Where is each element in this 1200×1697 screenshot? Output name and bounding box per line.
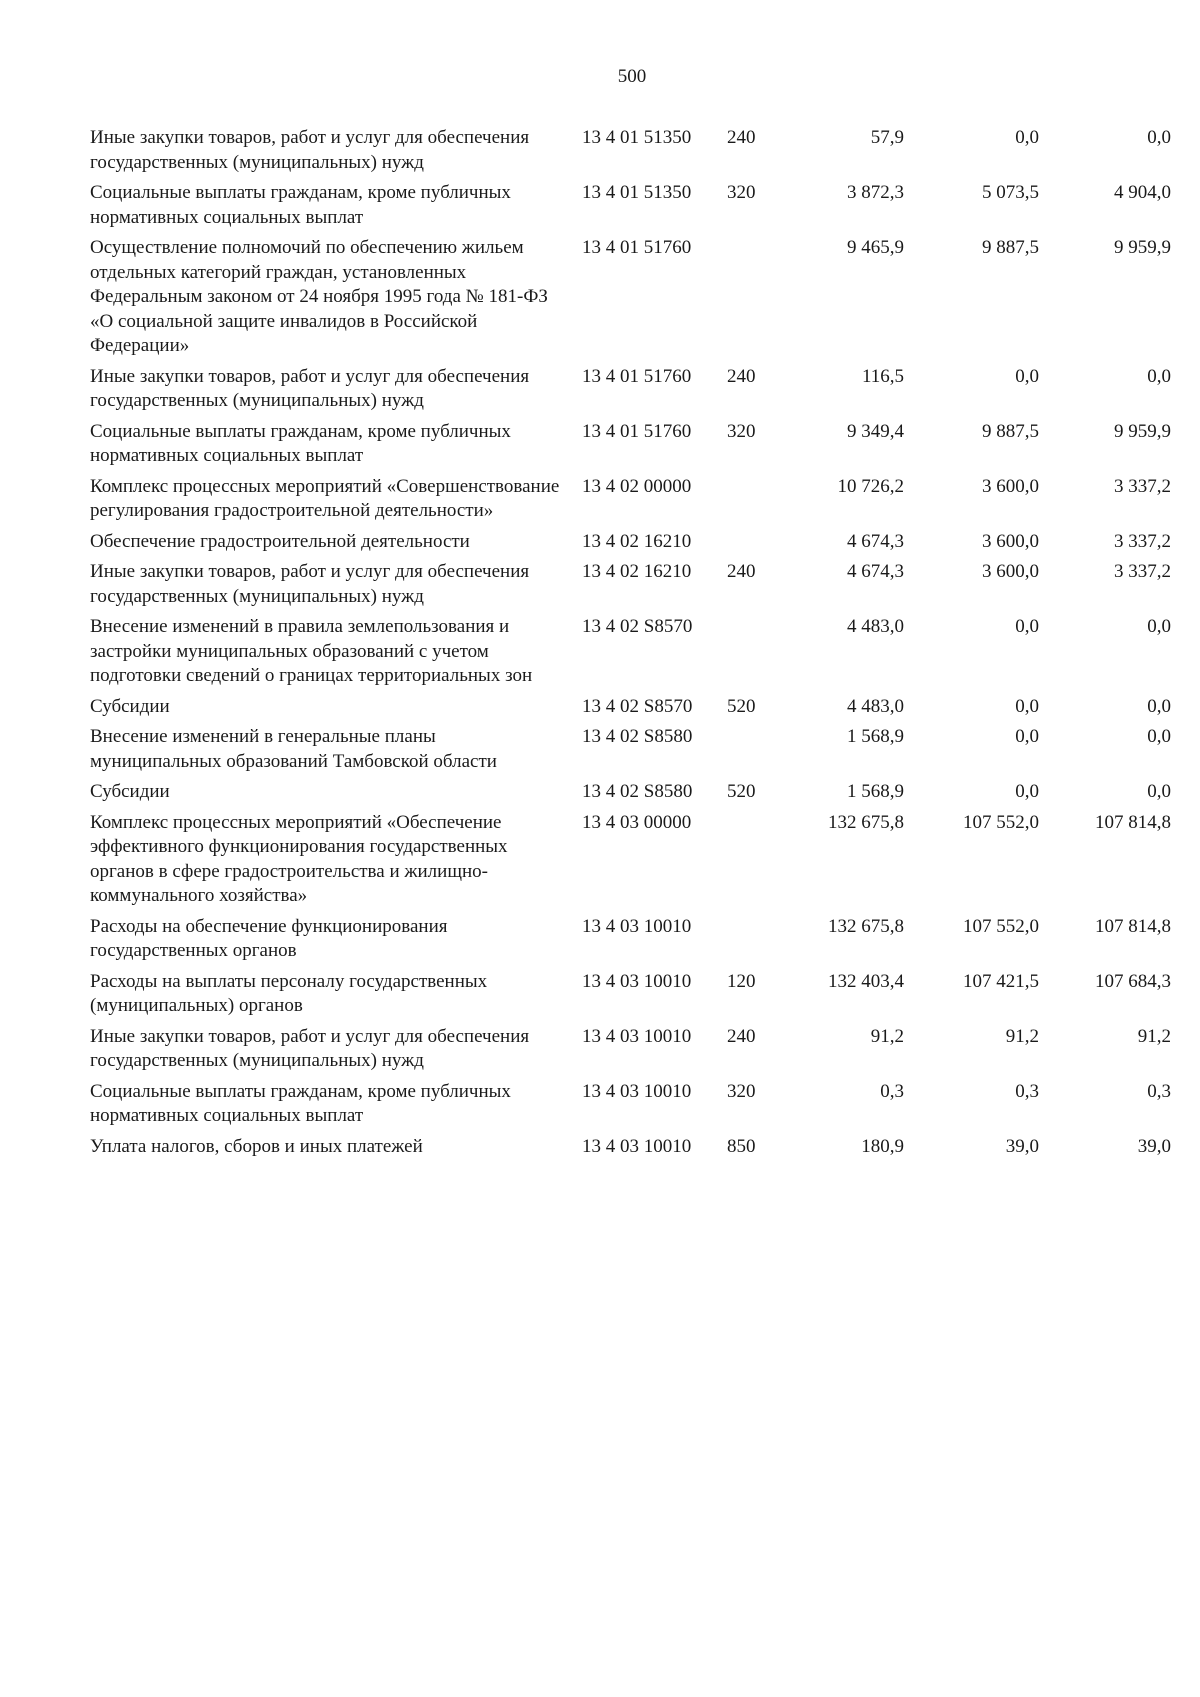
row-csr-code: 13 4 01 51760 [582, 237, 692, 258]
row-value-2: 0,0 [1015, 616, 1039, 637]
row-csr-code: 13 4 02 00000 [582, 475, 692, 497]
table-row [90, 615, 1180, 689]
row-value-2: 0,0 [1015, 781, 1039, 802]
row-csr-code: 13 4 01 51350 [582, 182, 692, 203]
row-value-2: 9 887,5 [982, 420, 1039, 442]
row-value-2: 3 600,0 [982, 530, 1039, 552]
row-name: Иные закупки товаров, работ и услуг для обеспечения государственных (муниципальных) нужд [90, 1025, 530, 1071]
table-row [90, 1080, 1180, 1129]
row-name: Иные закупки товаров, работ и услуг для обеспечения государственных (муниципальных) нужд [90, 561, 530, 607]
row-vr-code: 240 [727, 561, 756, 582]
table-row [90, 475, 1180, 524]
row-vr-code: 520 [727, 781, 756, 802]
row-value-2: 3 600,0 [982, 475, 1039, 497]
table-row [90, 725, 1180, 774]
row-value-3: 0,3 [1147, 1080, 1171, 1102]
row-value-2: 39,0 [1005, 1135, 1039, 1157]
row-csr-code: 13 4 03 10010 [582, 970, 692, 992]
row-value-2: 9 887,5 [982, 237, 1039, 258]
row-value-1: 3 872,3 [847, 182, 904, 203]
row-value-2: 107 421,5 [963, 970, 1039, 992]
row-name: Социальные выплаты гражданам, кроме публичных нормативных социальных выплат [90, 420, 511, 466]
table-row [90, 811, 1180, 909]
row-value-2: 0,0 [1015, 726, 1039, 747]
row-vr-code: 120 [727, 970, 756, 992]
row-value-3: 3 337,2 [1114, 475, 1171, 497]
table-row [90, 181, 1180, 230]
row-value-2: 3 600,0 [982, 561, 1039, 582]
row-value-3: 0,0 [1147, 365, 1171, 387]
row-value-3: 107 684,3 [1095, 970, 1171, 992]
row-value-1: 9 349,4 [847, 420, 904, 442]
table-row [90, 420, 1180, 469]
row-value-3: 107 814,8 [1095, 915, 1171, 937]
row-value-1: 1 568,9 [847, 726, 904, 747]
row-csr-code: 13 4 03 10010 [582, 1025, 692, 1047]
row-value-3: 0,0 [1147, 726, 1171, 747]
row-value-2: 0,0 [1015, 695, 1039, 717]
table-row [90, 695, 1180, 720]
row-csr-code: 13 4 02 S8580 [582, 726, 693, 747]
row-csr-code: 13 4 02 S8570 [582, 616, 693, 637]
row-csr-code: 13 4 02 16210 [582, 530, 692, 552]
row-name: Осуществление полномочий по обеспечению жильем отдельных категорий граждан, установленных Федеральным законом от 24 ноября 1995 года № 181-ФЗ «О социальной защите инвалидов в Российской Федерации» [90, 237, 548, 356]
row-value-3: 4 904,0 [1114, 182, 1171, 203]
row-name: Социальные выплаты гражданам, кроме публичных нормативных социальных выплат [90, 182, 511, 228]
row-value-1: 91,2 [870, 1025, 904, 1047]
row-value-1: 132 675,8 [828, 811, 904, 833]
row-vr-code: 850 [727, 1135, 756, 1157]
row-vr-code: 520 [727, 695, 756, 717]
row-name: Субсидии [90, 781, 170, 802]
row-name: Субсидии [90, 695, 170, 717]
row-value-3: 9 959,9 [1114, 420, 1171, 442]
table-row [90, 780, 1180, 805]
row-name: Расходы на обеспечение функционирования государственных органов [90, 915, 448, 961]
row-csr-code: 13 4 02 S8580 [582, 781, 693, 802]
row-vr-code: 320 [727, 182, 756, 203]
row-value-2: 107 552,0 [963, 915, 1039, 937]
row-value-3: 0,0 [1147, 616, 1171, 637]
row-value-3: 0,0 [1147, 127, 1171, 148]
table-row [90, 1025, 1180, 1074]
row-name: Комплекс процессных мероприятий «Обеспечение эффективного функционирования государственных органов в сфере градостроительства и жилищно-коммунального хозяйства» [90, 811, 508, 906]
row-value-3: 91,2 [1137, 1025, 1171, 1047]
row-value-2: 91,2 [1005, 1025, 1039, 1047]
row-csr-code: 13 4 03 10010 [582, 1080, 692, 1102]
row-value-1: 132 403,4 [828, 970, 904, 992]
row-value-1: 4 483,0 [847, 616, 904, 637]
row-value-1: 57,9 [870, 127, 904, 148]
row-value-1: 1 568,9 [847, 781, 904, 802]
row-value-1: 4 674,3 [847, 530, 904, 552]
page-number: 500 [617, 66, 647, 87]
row-name: Расходы на выплаты персоналу государственных (муниципальных) органов [90, 970, 488, 1016]
row-vr-code: 320 [727, 1080, 756, 1102]
row-name: Иные закупки товаров, работ и услуг для обеспечения государственных (муниципальных) нужд [90, 127, 530, 173]
table-row [90, 560, 1180, 609]
table-row [90, 970, 1180, 1019]
row-csr-code: 13 4 02 16210 [582, 561, 692, 582]
row-value-1: 9 465,9 [847, 237, 904, 258]
table-row [90, 365, 1180, 414]
table-row [90, 915, 1180, 964]
row-value-3: 3 337,2 [1114, 561, 1171, 582]
row-csr-code: 13 4 03 00000 [582, 811, 692, 833]
row-csr-code: 13 4 01 51350 [582, 127, 692, 148]
row-value-1: 116,5 [861, 365, 904, 387]
row-csr-code: 13 4 01 51760 [582, 365, 692, 387]
row-value-1: 4 483,0 [847, 695, 904, 717]
table-row [90, 126, 1180, 175]
row-csr-code: 13 4 03 10010 [582, 1135, 692, 1157]
row-name: Иные закупки товаров, работ и услуг для обеспечения государственных (муниципальных) нужд [90, 365, 530, 411]
row-name: Внесение изменений в генеральные планы муниципальных образований Тамбовской области [90, 726, 497, 772]
row-name: Уплата налогов, сборов и иных платежей [90, 1135, 423, 1157]
row-csr-code: 13 4 02 S8570 [582, 695, 693, 717]
row-value-1: 0,3 [880, 1080, 904, 1102]
row-value-2: 5 073,5 [982, 182, 1039, 203]
row-value-3: 0,0 [1147, 781, 1171, 802]
row-value-1: 10 726,2 [837, 475, 904, 497]
row-name: Внесение изменений в правила землепользования и застройки муниципальных образований с учетом подготовки сведений о границах территориальных зон [90, 616, 533, 686]
row-name: Обеспечение градостроительной деятельности [90, 530, 470, 552]
row-value-2: 107 552,0 [963, 811, 1039, 833]
row-csr-code: 13 4 03 10010 [582, 915, 692, 937]
budget-table [90, 126, 1180, 1159]
row-value-3: 39,0 [1137, 1135, 1171, 1157]
row-value-3: 107 814,8 [1095, 811, 1171, 833]
row-value-1: 132 675,8 [828, 915, 904, 937]
row-value-3: 0,0 [1147, 695, 1171, 717]
row-value-3: 9 959,9 [1114, 237, 1171, 258]
row-vr-code: 240 [727, 1025, 756, 1047]
row-value-2: 0,0 [1015, 127, 1039, 148]
row-vr-code: 320 [727, 420, 756, 442]
row-value-1: 180,9 [861, 1135, 904, 1157]
table-row [90, 530, 1180, 555]
table-row [90, 236, 1180, 359]
table-row [90, 1135, 1180, 1160]
row-value-2: 0,3 [1015, 1080, 1039, 1102]
row-value-3: 3 337,2 [1114, 530, 1171, 552]
row-name: Комплекс процессных мероприятий «Совершенствование регулирования градостроительной деятельности» [90, 475, 560, 521]
row-value-2: 0,0 [1015, 365, 1039, 387]
row-name: Социальные выплаты гражданам, кроме публичных нормативных социальных выплат [90, 1080, 511, 1126]
row-value-1: 4 674,3 [847, 561, 904, 582]
row-vr-code: 240 [727, 365, 756, 387]
row-csr-code: 13 4 01 51760 [582, 420, 692, 442]
row-vr-code: 240 [727, 127, 756, 148]
